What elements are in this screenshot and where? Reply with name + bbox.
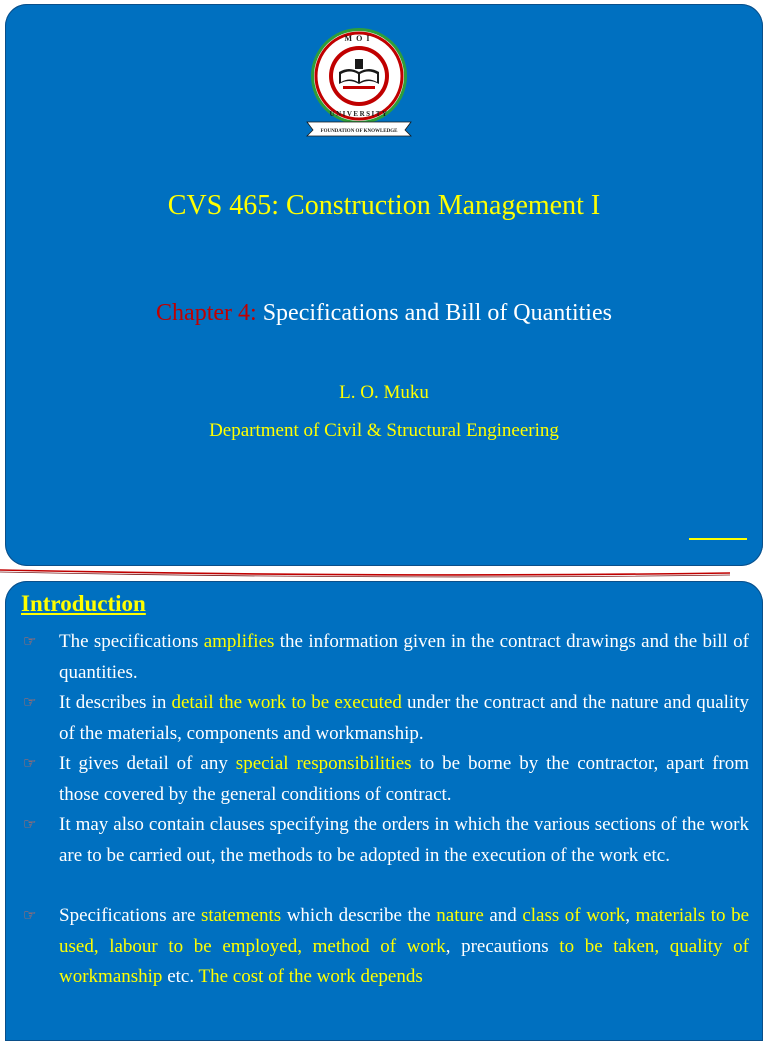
bullet-item [21, 901, 749, 993]
department-name: Department of Civil & Structural Engineering [209, 420, 559, 441]
author-name: L. O. Muku [339, 382, 429, 403]
bullet-text: Specifications are [59, 905, 201, 926]
title-slide [5, 4, 763, 566]
chapter-number: Chapter 4: [156, 300, 257, 326]
highlighted-text: to be taken, quality of workmanship [59, 935, 749, 987]
pointing-hand-icon: ☞ [23, 695, 37, 711]
moi-university-logo [299, 24, 419, 142]
highlighted-text: class of work [522, 905, 626, 926]
bullet-text: , [625, 905, 636, 926]
bullet-item [21, 810, 749, 871]
bullet-text: , precautions [445, 935, 560, 957]
highlighted-text: materials to be used, labour to be employed, method of work [59, 905, 750, 957]
logo-motto: FOUNDATION OF KNOWLEDGE [320, 129, 398, 134]
highlighted-text: detail the work to be executed [171, 692, 402, 713]
logo-top-text: MOI [344, 34, 374, 43]
chapter-title: Specifications and Bill of Quantities [256, 300, 612, 326]
bullet-text: to be borne by the contractor, apart from those covered by the general conditions of contract. [59, 753, 749, 805]
bullet-item [21, 688, 749, 749]
course-title: CVS 465: Construction Management I [167, 190, 601, 221]
bullet-text: It describes in [59, 692, 172, 713]
pointing-hand-icon: ☞ [23, 908, 37, 924]
bullet-text: It gives detail of any [59, 753, 236, 774]
slide-divider [0, 568, 768, 580]
highlighted-text: The cost of the work depends [198, 966, 423, 987]
bullet-spacer [21, 871, 749, 901]
content-slide [5, 581, 763, 1041]
bullet-text: the information given in the contract drawings and the bill of quantities. [59, 631, 749, 683]
pointing-hand-icon: ☞ [23, 817, 37, 833]
pointing-hand-icon: ☞ [23, 756, 37, 772]
bullet-text: under the contract and the nature and quality of the materials, components and workmanship. [59, 692, 749, 744]
bullet-text: and [483, 905, 523, 926]
pointing-hand-icon: ☞ [23, 634, 37, 650]
bullet-text: which describe the [281, 905, 437, 926]
bullet-text: etc. [162, 966, 199, 987]
section-heading: Introduction [21, 591, 146, 616]
logo-ring-text: UNIVERSITY [329, 110, 389, 118]
bullet-list [21, 627, 749, 993]
bullet-text: The specifications [59, 631, 204, 652]
highlighted-text: nature [436, 905, 484, 926]
highlighted-text: special responsibilities [235, 753, 412, 774]
bullet-text: It may also contain clauses specifying the orders in which the various sections of the work are to be carried out, the methods to be adopted in the execution of the work etc. [59, 814, 749, 866]
highlighted-text: statements [200, 905, 282, 926]
decorative-line [689, 538, 747, 540]
chapter-heading [5, 300, 763, 327]
bullet-item [21, 627, 749, 688]
bullet-item [21, 749, 749, 810]
highlighted-text: amplifies [203, 631, 275, 652]
